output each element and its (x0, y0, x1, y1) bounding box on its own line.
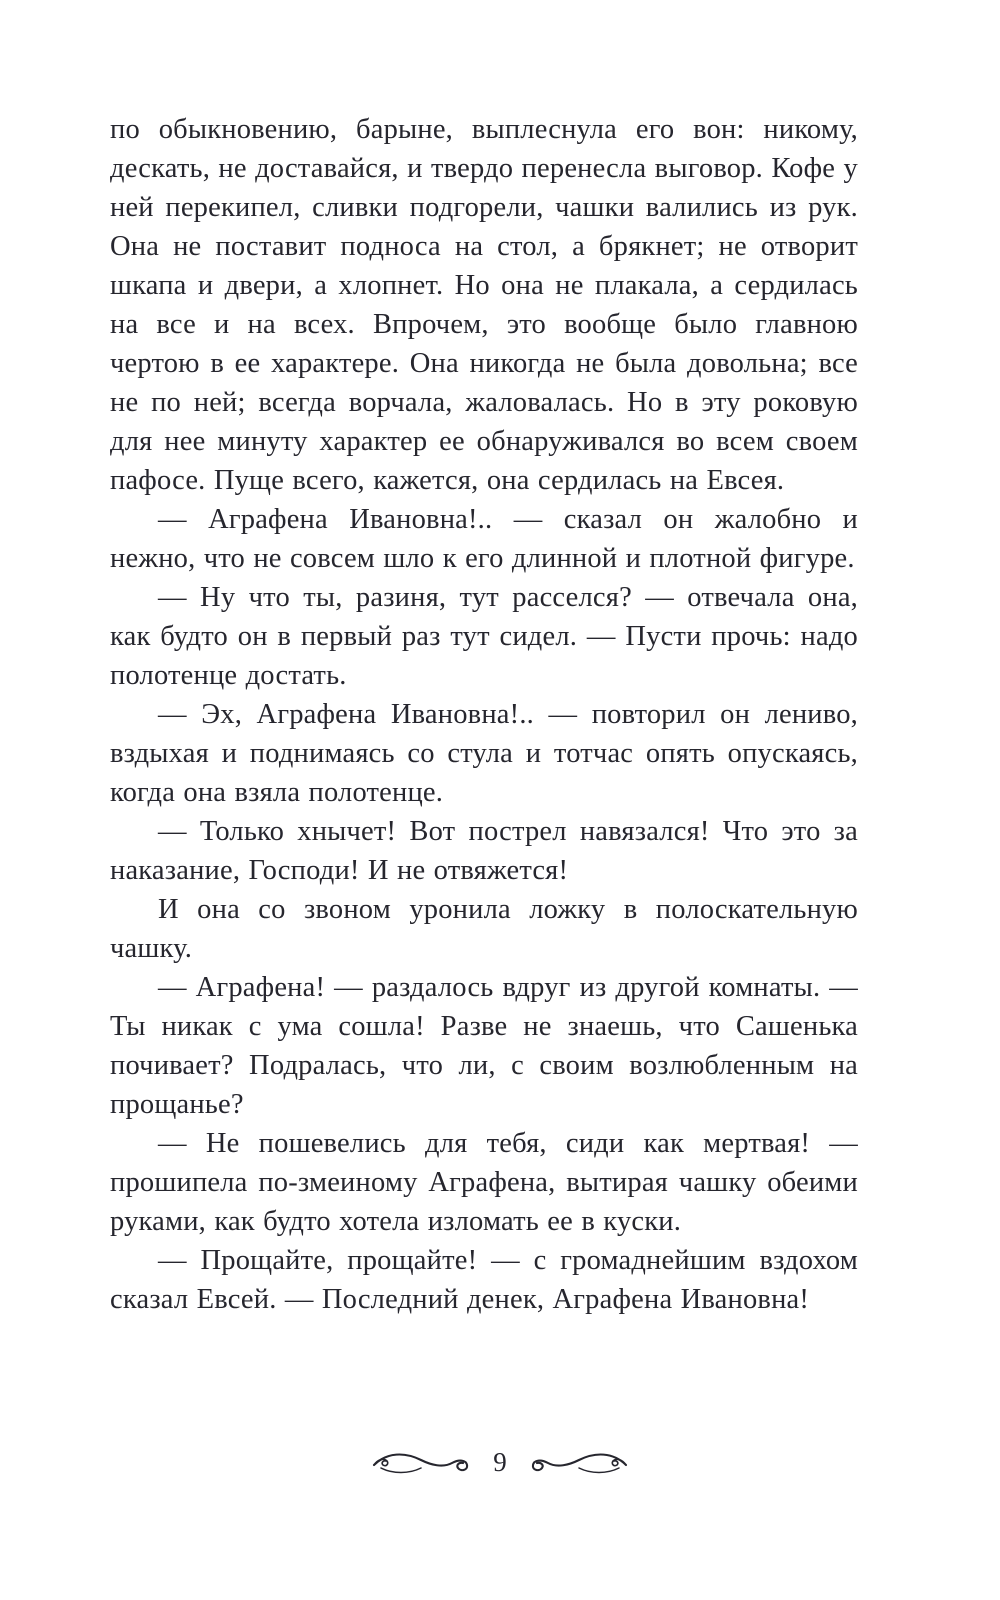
text-block (110, 110, 858, 1319)
paragraph: — Не пошевелись для тебя, сиди как мертвая! — прошипела по-змеиному Аграфена, вытирая чашку обеими руками, как будто хотела изломать ее в куски. (110, 1128, 858, 1237)
paragraph: — Аграфена! — раздалось вдруг из другой комнаты. — Ты никак с ума сошла! Разве не знаешь, что Сашенька почивает? Подралась, что ли, с своим возлюбленным на прощанье? (110, 972, 858, 1120)
paragraph: И она со звоном уронила ложку в полоскательную чашку. (110, 894, 858, 964)
paragraph: по обыкновению, барыне, выплеснула его вон: никому, дескать, не доставайся, и твердо перенесла выговор. Кофе у ней перекипел, сливки подгорели, чашки валились из рук. Она не поставит подноса на стол, а брякнет; не отворит шкапа и двери, а хлопнет. Но она не плакала, а сердилась на все и на всех. Впрочем, это вообще было главною чертою в ее характере. Она никогда не была довольна; все не по ней; всегда ворчала, жаловалась. Но в эту роковую для нее минуту характер ее обнаруживался во всем своем пафосе. Пуще всего, кажется, она сердилась на Евсея. (110, 114, 858, 496)
paragraph: — Ну что ты, разиня, тут расселся? — отвечала она, как будто он в первый раз тут сидел. — Пусти прочь: надо полотенце достать. (110, 582, 858, 691)
paragraph: — Аграфена Ивановна!.. — сказал он жалобно и нежно, что не совсем шло к его длинной и плотной фигуре. (110, 504, 858, 574)
paragraph: — Прощайте, прощайте! — с громаднейшим вздохом сказал Евсей. — Последний денек, Аграфена Ивановна! (110, 1245, 858, 1315)
page-number: 9 (493, 1446, 507, 1477)
flourish-left-icon (371, 1448, 475, 1476)
paragraph: — Эх, Аграфена Ивановна!.. — повторил он лениво, вздыхая и поднимаясь со стула и тотчас опять опускаясь, когда она взяла полотенце. (110, 699, 858, 808)
flourish-right-icon (525, 1448, 629, 1476)
page-footer (0, 1448, 1000, 1476)
paragraph: — Только хнычет! Вот пострел навязался! Что это за наказание, Господи! И не отвяжется! (110, 816, 858, 886)
